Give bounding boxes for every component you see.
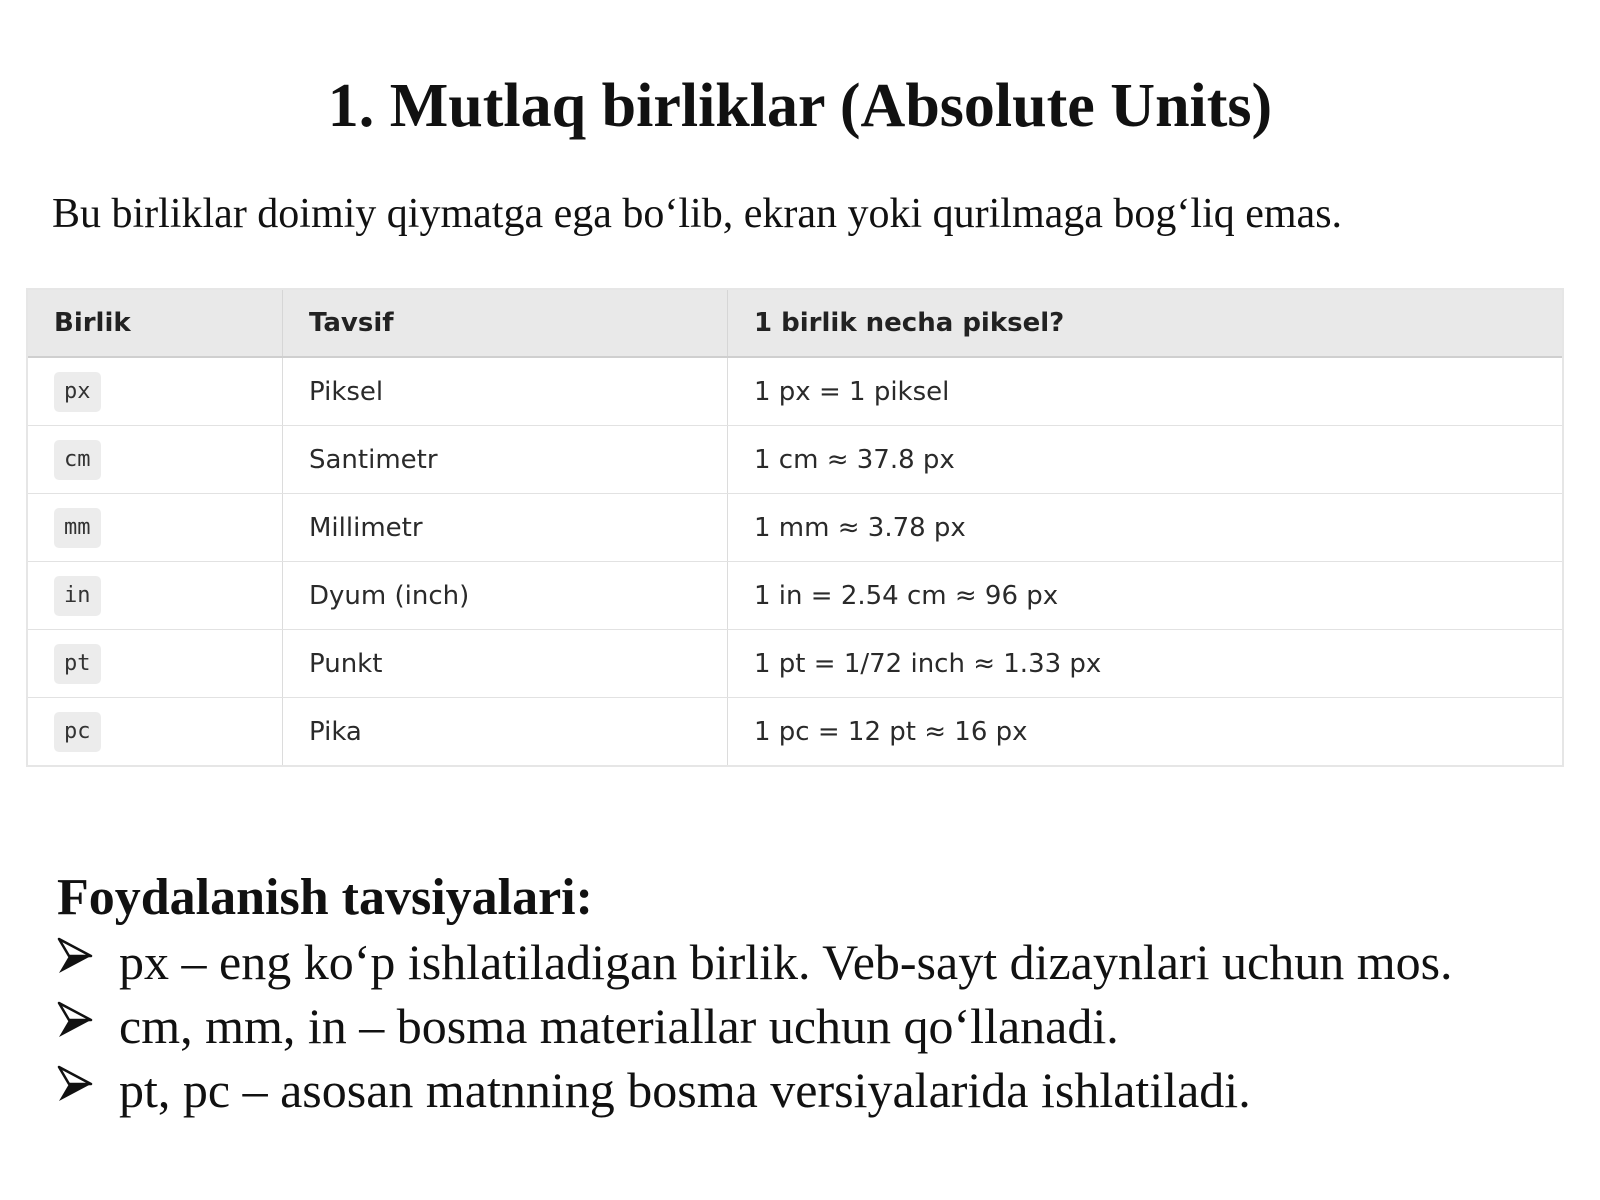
unit-code: pt bbox=[54, 644, 101, 684]
arrowhead-bullet-icon bbox=[57, 936, 93, 976]
description-cell: Piksel bbox=[283, 357, 728, 426]
unit-code: mm bbox=[54, 508, 101, 548]
table-row bbox=[28, 494, 1562, 562]
unit-cell bbox=[28, 494, 283, 562]
arrowhead-bullet-icon bbox=[57, 1000, 93, 1040]
table-row bbox=[28, 630, 1562, 698]
pixels-cell: 1 in = 2.54 cm ≈ 96 px bbox=[728, 562, 1563, 630]
table-header-row bbox=[28, 290, 1562, 357]
unit-cell bbox=[28, 698, 283, 766]
tips-heading: Foydalanish tavsiyalari: bbox=[57, 869, 593, 926]
unit-cell bbox=[28, 630, 283, 698]
table-row bbox=[28, 562, 1562, 630]
header-description: Tavsif bbox=[283, 290, 728, 357]
table-row bbox=[28, 698, 1562, 766]
description-cell: Punkt bbox=[283, 630, 728, 698]
description-cell: Millimetr bbox=[283, 494, 728, 562]
table-row bbox=[28, 426, 1562, 494]
pixels-cell: 1 pt = 1/72 inch ≈ 1.33 px bbox=[728, 630, 1563, 698]
unit-code: in bbox=[54, 576, 101, 616]
description-cell: Pika bbox=[283, 698, 728, 766]
description-cell: Santimetr bbox=[283, 426, 728, 494]
slide-subtitle: Bu birliklar doimiy qiymatga ega bo‘lib, ekran yoki qurilmaga bog‘liq emas. bbox=[52, 191, 1343, 237]
tip-text: cm, mm, in – bosma materiallar uchun qo‘llanadi. bbox=[119, 998, 1119, 1054]
unit-cell bbox=[28, 562, 283, 630]
pixels-cell: 1 pc = 12 pt ≈ 16 px bbox=[728, 698, 1563, 766]
description-cell: Dyum (inch) bbox=[283, 562, 728, 630]
unit-code: pc bbox=[54, 712, 101, 752]
pixels-cell: 1 px = 1 piksel bbox=[728, 357, 1563, 426]
unit-cell bbox=[28, 426, 283, 494]
tip-text: px – eng ko‘p ishlatiladigan birlik. Veb-sayt dizaynlari uchun mos. bbox=[119, 934, 1453, 990]
tip-text: pt, pc – asosan matnning bosma versiyalarida ishlatiladi. bbox=[119, 1062, 1251, 1118]
slide-title: 1. Mutlaq birliklar (Absolute Units) bbox=[327, 72, 1273, 140]
unit-code: px bbox=[54, 372, 101, 412]
header-unit: Birlik bbox=[28, 290, 283, 357]
pixels-cell: 1 cm ≈ 37.8 px bbox=[728, 426, 1563, 494]
absolute-units-table bbox=[28, 290, 1562, 765]
table-row bbox=[28, 357, 1562, 426]
unit-code: cm bbox=[54, 440, 101, 480]
pixels-cell: 1 mm ≈ 3.78 px bbox=[728, 494, 1563, 562]
arrowhead-bullet-icon bbox=[57, 1064, 93, 1104]
unit-cell bbox=[28, 357, 283, 426]
header-pixels: 1 birlik necha piksel? bbox=[728, 290, 1563, 357]
